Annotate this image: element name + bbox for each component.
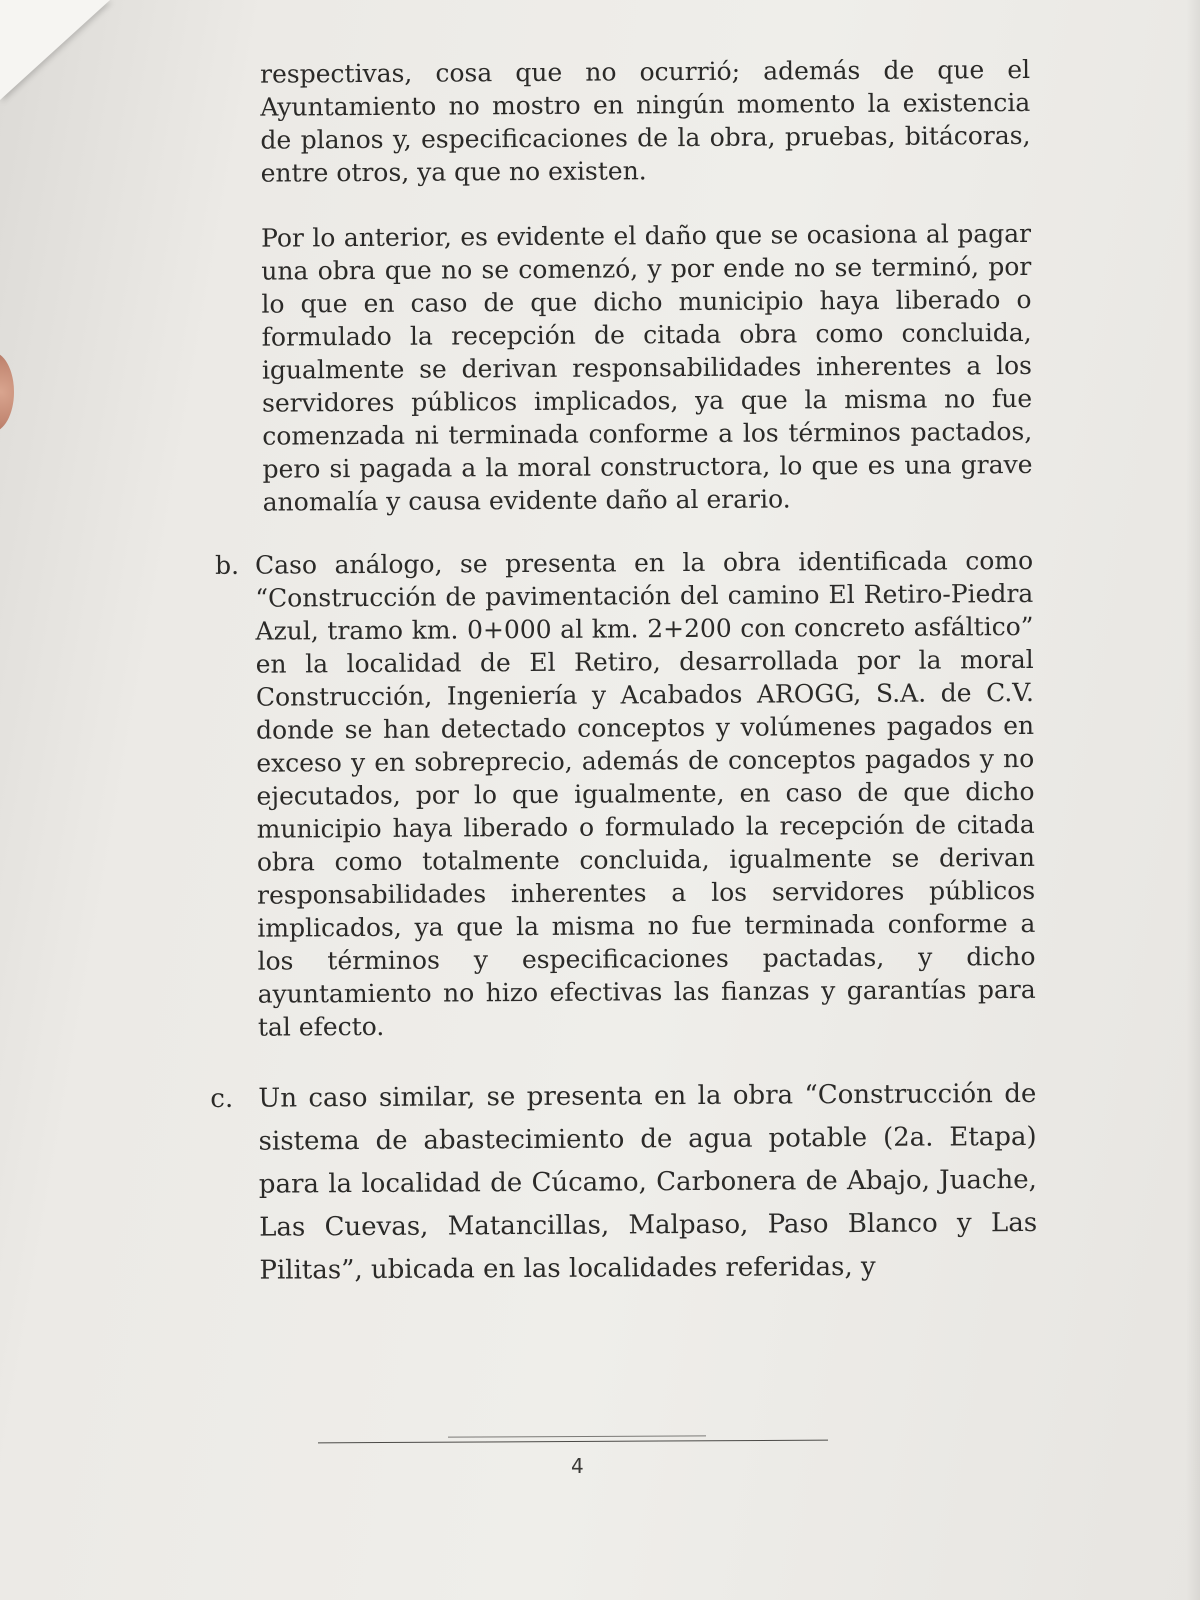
document-body (200, 53, 1038, 1327)
paragraph-continuation: respectivas, cosa que no ocurrió; además de que el Ayuntamiento no mostro en ningún momento la existencia de planos y, especificaciones de la obra, pruebas, bitácoras, entre otros, ya que no existen. (260, 54, 1031, 188)
list-item-c (206, 1073, 1037, 1293)
page-number: 4 (571, 1454, 584, 1478)
list-item-b (203, 544, 1036, 1044)
finger-edge (0, 352, 14, 432)
footer-rule (318, 1440, 828, 1444)
folded-page-corner (0, 0, 110, 100)
paragraph-conclusion: Por lo anterior, es evidente el daño que se ocasiona al pagar una obra que no se comenzó, y por ende no se terminó, por lo que en caso de que dicho municipio haya liberado o formulado la recepción de citada obra como concluida, igualmente se derivan responsabilidades inherentes a los servidores públicos implicados, ya que la misma no fue comenzada ni terminada conforme a los términos pactados, pero si pagada a la moral constructora, lo que es una grave anomalía y causa evidente daño al erario. (261, 218, 1033, 517)
footer-rule-short (448, 1435, 706, 1437)
list-marker: c. (210, 1083, 234, 1114)
list-marker: b. (215, 550, 240, 580)
list-item-text: Un caso similar, se presenta en la obra “Construcción de sistema de abastecimiento de agua potable (2a. Etapa) para la localidad de Cúcamo, Carbonera de Abajo, Juache, Las Cuevas, Matancillas, Malpaso, Paso Blanco y Las Pilitas”, ubicada en las localidades referidas, y (258, 1078, 1038, 1286)
page-edge-shadow (1186, 0, 1200, 1600)
list-item-text: Caso análogo, se presenta en la obra identificada como “Construcción de pavimentación del camino El Retiro-Piedra Azul, tramo km. 0+000 al km. 2+200 con concreto asfáltico” en la localidad de El Retiro, desarrollada por la moral Construcción, Ingeniería y Acabados AROGG, S.A. de C.V. donde se han detectado conceptos y volúmenes pagados en exceso y en sobreprecio, además de conceptos pagados y no ejecutados, por lo que igualmente, en caso de que dicho municipio haya liberado o formulado la recepción de citada obra como totalmente concluida, igualmente se derivan responsabilidades inherentes a los servidores públicos implicados, ya que la misma no fue terminada conforme a los términos y especificaciones pactadas, y dicho ayuntamiento no hizo efectivas las fianzas y garantías para tal efecto. (255, 545, 1036, 1042)
